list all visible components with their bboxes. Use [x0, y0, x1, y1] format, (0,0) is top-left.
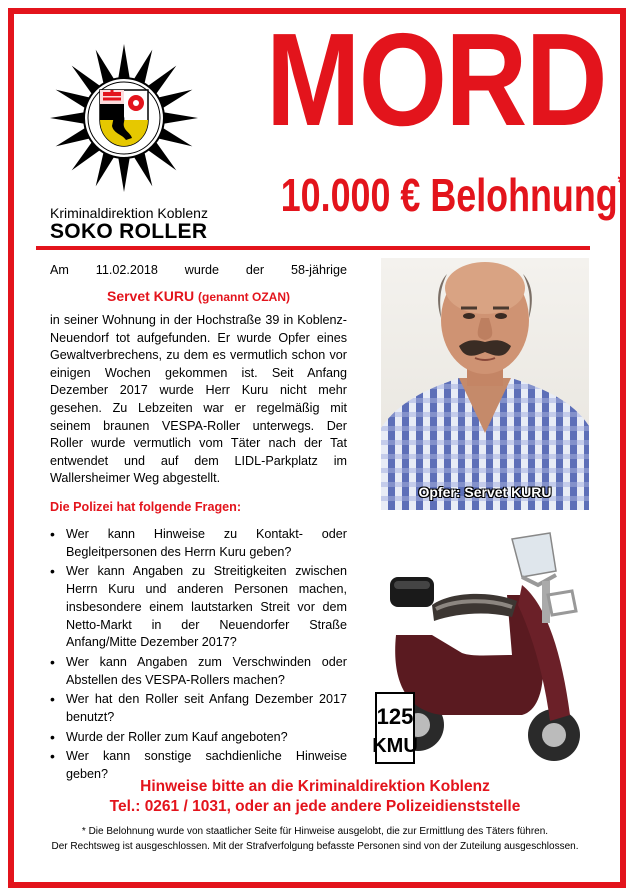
intro-text: Am 11.02.2018 wurde der 58-jährige: [50, 263, 347, 277]
plate-line-1: 125: [376, 704, 414, 729]
question-item: • Wer kann Hinweise zu Kontakt- oder Begleitpersonen des Herrn Kuru geben?: [50, 526, 347, 561]
question-item: • Wer kann sonstige sachdienliche Hinweise geben?: [50, 748, 347, 783]
question-list: [50, 526, 347, 786]
photo-caption: Opfer: Servet KURU: [418, 484, 552, 500]
question-item: • Wurde der Roller zum Kauf angeboten?: [50, 729, 347, 747]
org-line: Kriminaldirektion Koblenz: [50, 205, 208, 221]
plate-line-2: KMU: [372, 735, 418, 757]
reward-asterisk: *: [617, 170, 625, 195]
unit-name: SOKO ROLLER: [50, 220, 208, 243]
victim-photo-image: [381, 258, 589, 510]
question-item: • Wer kann Angaben zum Verschwinden oder Abstellen des VESPA-Rollers machen?: [50, 654, 347, 689]
victim-name-line: [50, 288, 347, 304]
description-paragraph: in seiner Wohnung in der Hochstraße 39 in Koblenz-Neuendorf tot aufgefunden. Er wurde Opfer eines Gewaltverbrechens, zu dem es vermutlich schon vor einigen Wochen gekommen ist. Seit Anfang Dezember 2017 wurde Herr Kuru nicht mehr gesehen. Zu Lebzeiten war er regelmäßig mit seinem braunen VESPA-Roller unterwegs. Der Roller wurde vermutlich vom Täter nach der Tat entwendet und auf dem LIDL-Parkplatz im Wallersheimer Weg abgestellt.: [50, 313, 347, 486]
question-item: • Wer hat den Roller seit Anfang Dezember 2017 benutzt?: [50, 691, 347, 726]
victim-nickname: (genannt OZAN): [198, 290, 291, 304]
footnote-line-1: * Die Belohnung wurde von staatlicher Seite für Hinweise ausgelobt, die zur Ermittlung des Täters führen.: [81, 826, 549, 837]
reward-line: [280, 169, 625, 221]
reward-text: 10.000 € Belohnung: [280, 169, 618, 221]
headline: MORD: [265, 6, 606, 153]
questions-heading: Die Polizei hat folgende Fragen:: [50, 500, 242, 514]
contact-line-1: Hinweise bitte an die Kriminaldirektion Koblenz: [140, 778, 490, 795]
footnote-line-2: Der Rechtsweg ist ausgeschlossen. Mit der Strafverfolgung befasste Personen sind von der Zuteilung ausgeschlossen.: [51, 841, 579, 852]
contact-line-2: Tel.: 0261 / 1031, oder an jede andere Polizeidienststelle: [109, 798, 521, 815]
scooter-image: [372, 525, 594, 775]
victim-name: Servet KURU: [106, 288, 195, 304]
question-item: • Wer kann Angaben zu Streitigkeiten zwischen Herrn Kuru und anderen Personen machen, insbesondere einem lautstarken Streit vor dem Netto-Markt in der Neuendorfer Straße Anfang/Mitte Dezember 2017?: [50, 563, 347, 652]
victim-photo: [381, 258, 589, 510]
header-divider: [36, 246, 590, 250]
police-badge-icon: [50, 40, 198, 200]
